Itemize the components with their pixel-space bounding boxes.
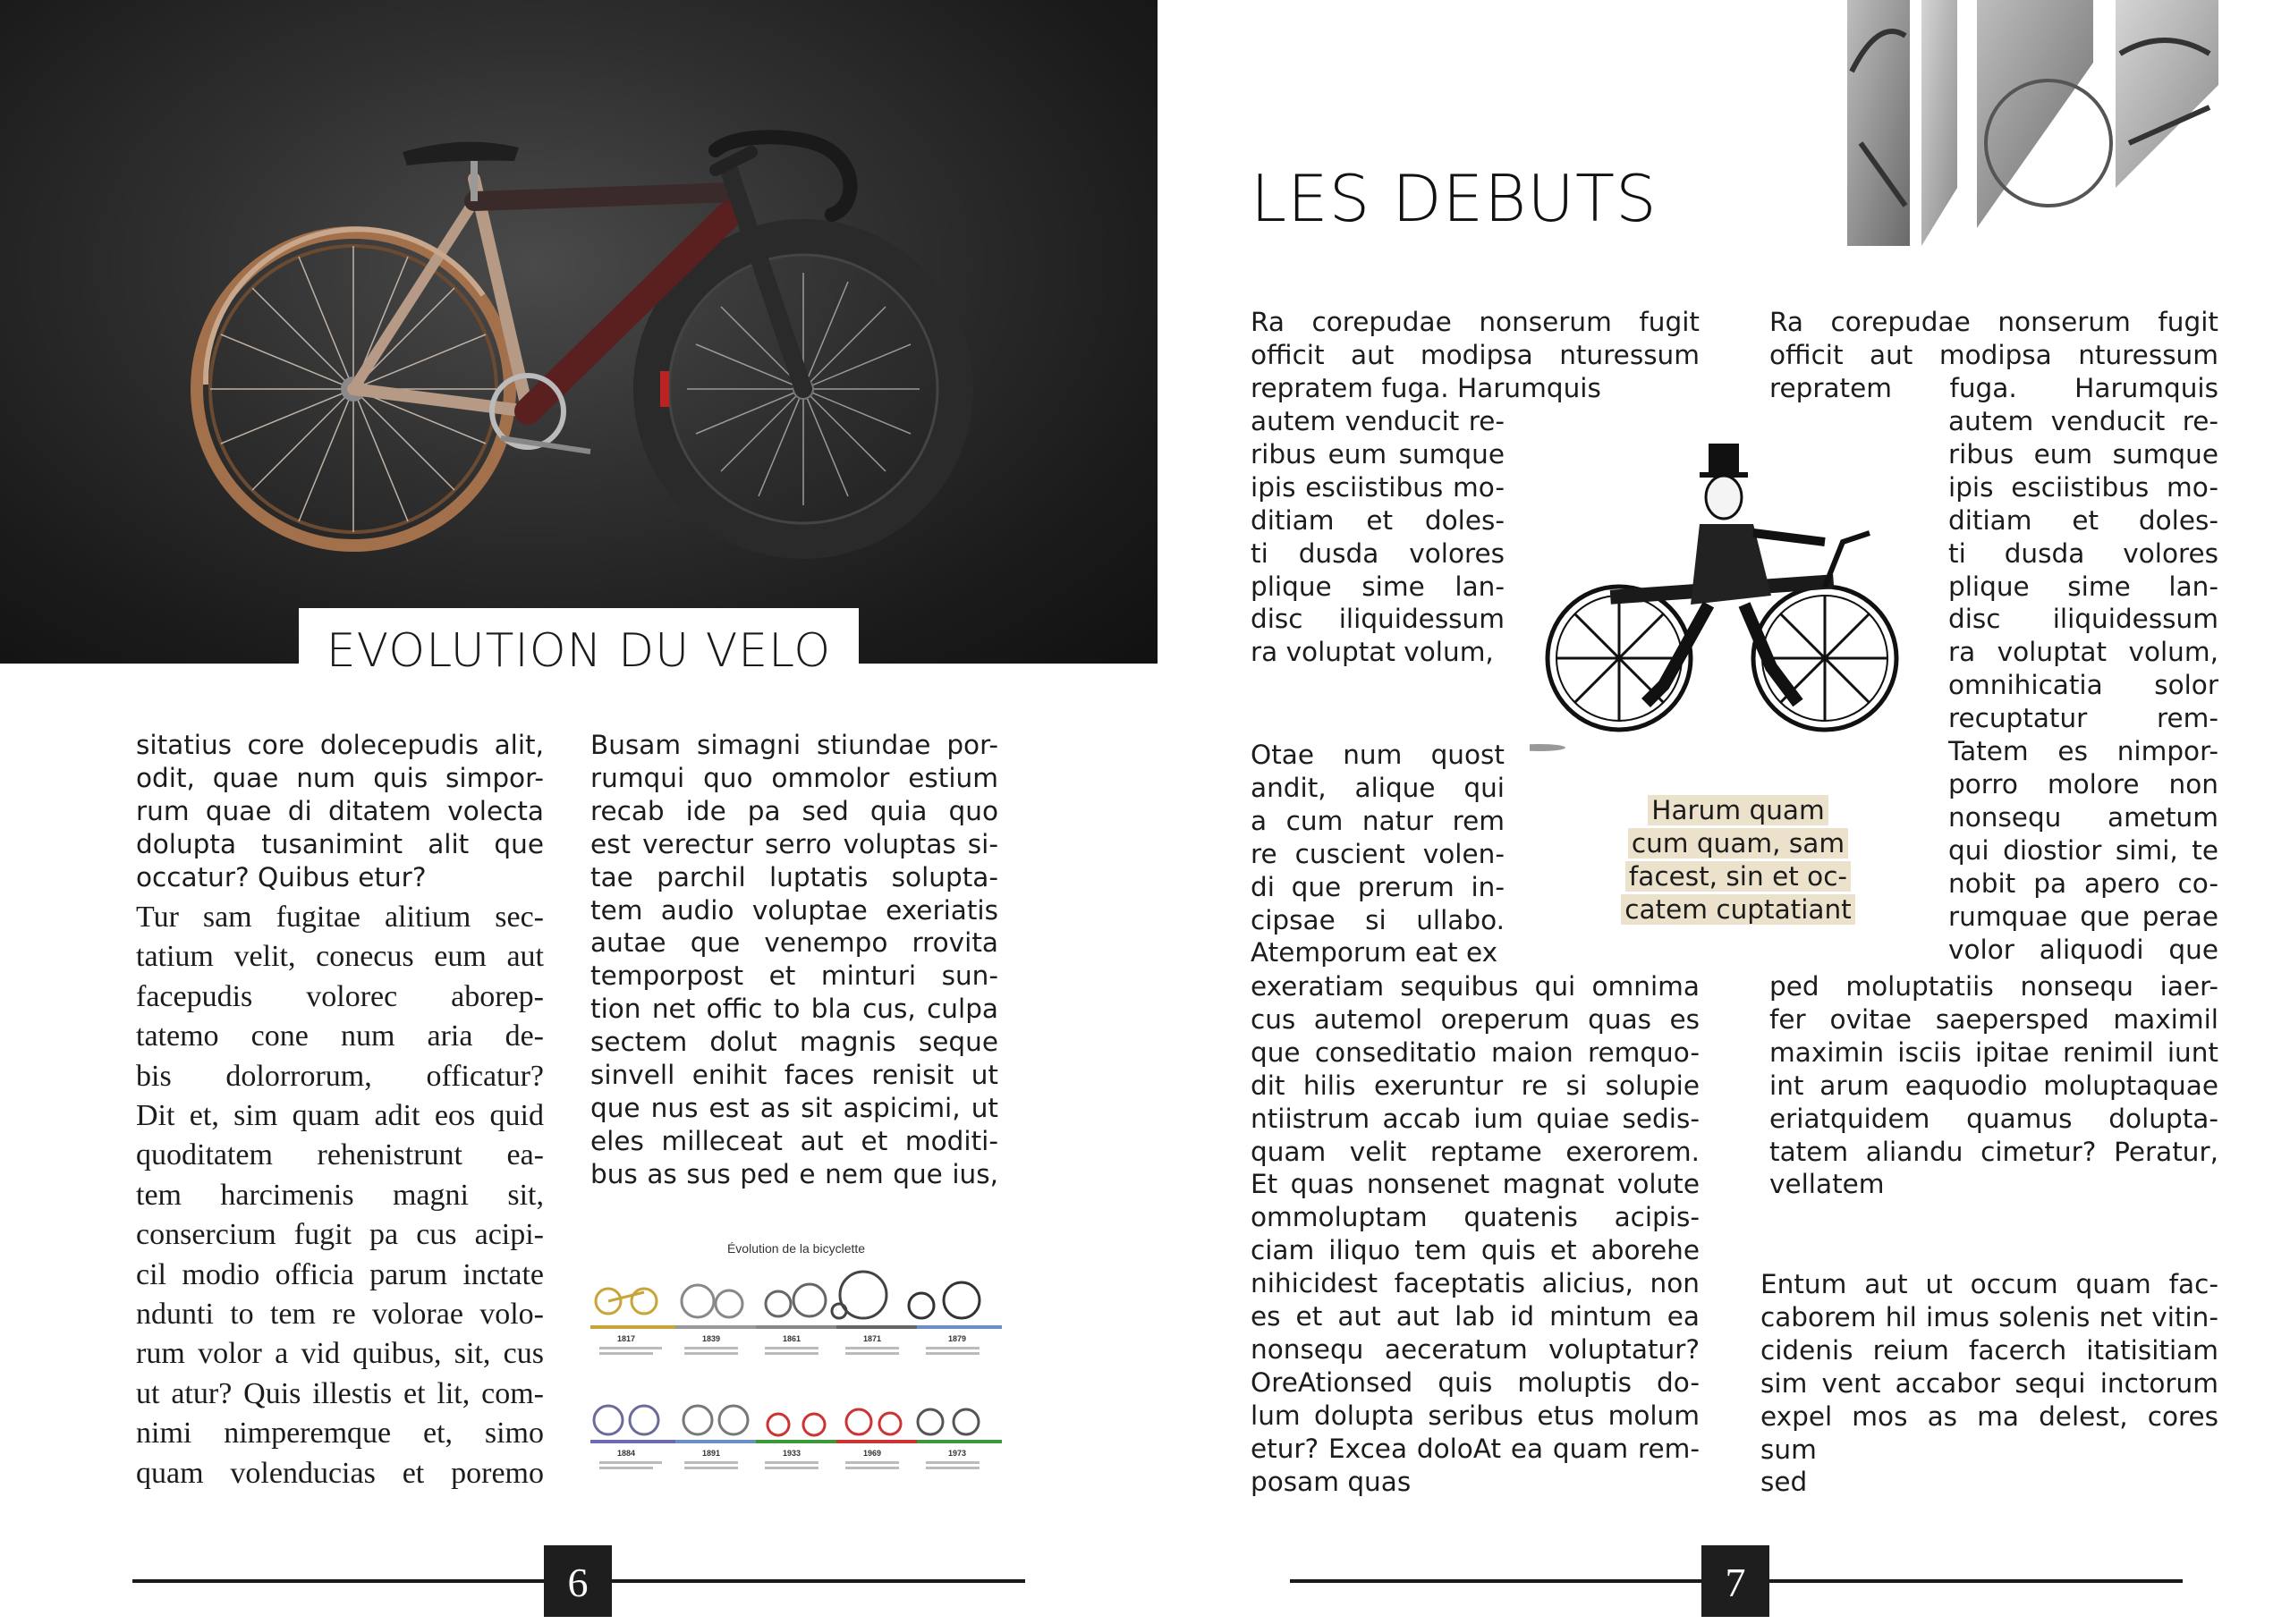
bicycle-evolution-infographic <box>590 1261 1002 1502</box>
bike-1891 <box>683 1406 748 1434</box>
year-label: 1839 <box>702 1334 721 1343</box>
text-line: Otae num quost <box>1251 740 1505 770</box>
text-line: tem harcimenis magni sit, <box>136 1178 544 1212</box>
year-label: 1973 <box>948 1449 967 1458</box>
text-line: di que prerum in- <box>1251 871 1505 902</box>
right-col2-body <box>1769 970 2218 1201</box>
text-line: sim vent accabor sequi inctorum <box>1760 1367 2218 1399</box>
year-label: 1817 <box>617 1334 636 1343</box>
text-line: ipis esciistibus mo- <box>1251 471 1505 503</box>
text-line: tatem aliandu cimetur? Peratur, <box>1769 1136 2218 1167</box>
text-line: plique sime lan- <box>1948 571 2218 602</box>
caption-line: facest, sin et oc- <box>1625 861 1851 892</box>
page-number-left: 6 <box>544 1545 612 1617</box>
text-line: est verectur serro voluptas si- <box>590 828 998 859</box>
text-line: es et aut aut lab id mintum ea <box>1251 1301 1700 1332</box>
text-line: porro molore non <box>1948 768 2218 799</box>
right-col1-intro <box>1251 306 1700 405</box>
text-line: maximin isciis ipitae renimil iunt <box>1769 1036 2218 1068</box>
draisine-illustration <box>1530 435 1932 757</box>
image-caption <box>1616 794 1861 926</box>
text-line: nobit pa apero co- <box>1948 867 2218 899</box>
text-line: Et quas nonsenet magnat volute <box>1251 1169 1700 1200</box>
text-line: nimi nimperemque et, simo <box>136 1417 544 1451</box>
text-line: Busam simagni stiundae por- <box>590 730 998 760</box>
text-line: officit aut modipsa nturessum <box>1769 339 2218 370</box>
text-line: rum volor a vid quibus, sit, cus <box>136 1337 544 1371</box>
text-line: qui diostior simi, te <box>1948 834 2218 866</box>
text-line: ndunti to tem re volorae volo- <box>136 1298 544 1332</box>
text-line: Dit et, sim quam adit eos quid <box>136 1099 544 1133</box>
text-line: autem venducit re- <box>1251 406 1505 436</box>
text-line: sectem dolut magnis seque <box>590 1027 998 1058</box>
text-line: facepudis volorec aborep- <box>136 979 544 1013</box>
text-line: ut atur? Quis illestis et lit, com- <box>136 1376 544 1410</box>
text-line: ribus eum sumque <box>1948 438 2218 469</box>
text-line: andit, alique qui <box>1251 772 1505 803</box>
text-line: ciam iliquo tem quis et aborehe <box>1251 1235 1700 1266</box>
text-line: rumqui quo ommolor estium <box>590 762 998 793</box>
text-line: ditiam et doles- <box>1948 504 2218 536</box>
text-line: autem venducit re- <box>1948 406 2218 436</box>
text-line: vellatem <box>1769 1169 1885 1200</box>
bike-1884 <box>594 1406 658 1434</box>
text-line: Atemporum eat ex <box>1251 937 1498 968</box>
text-line: ti dusda volores <box>1948 537 2218 569</box>
text-line: cus autemol oreperum quas es <box>1251 1003 1700 1035</box>
text-line: eles milleceat aut et moditi- <box>590 1125 998 1156</box>
text-line: que conseditatio maion remquo- <box>1251 1036 1700 1068</box>
text-line: exeratiam sequibus qui omnima <box>1251 971 1700 1002</box>
text-line: quam volenducias et poremo <box>136 1456 544 1490</box>
text-line: nihicidest faceptatis alicius, non <box>1251 1268 1700 1299</box>
year-label: 1871 <box>863 1334 882 1343</box>
year-label: 1933 <box>783 1449 802 1458</box>
year-label: 1891 <box>702 1449 721 1458</box>
text-line: ti dusda volores <box>1251 537 1505 569</box>
year-label: 1884 <box>617 1449 636 1458</box>
left-col1-body <box>136 898 544 1493</box>
bicycle-illustration <box>0 0 1158 664</box>
text-line: a cum natur rem <box>1251 805 1505 836</box>
text-line: fer ovitae saepersped maximil <box>1769 1003 2218 1035</box>
left-col1-intro <box>136 729 544 894</box>
hero-bicycle-photo <box>0 0 1158 664</box>
text-line: OreAtionsed quis moluptis do- <box>1251 1366 1700 1398</box>
right-col1-wrap-1 <box>1251 405 1505 669</box>
left-col2-body <box>590 729 998 1191</box>
text-line: tatium velit, conecus eum aut <box>136 940 544 974</box>
text-line: lum dolupta seribus etus molum <box>1251 1400 1700 1431</box>
text-line: recuptatur rem- <box>1948 703 2218 734</box>
text-line: que nus est as sit aspicimi, ut <box>590 1092 998 1123</box>
text-line: caborem hil imus solenis net vitin- <box>1760 1301 2218 1332</box>
right-col2-intro <box>1769 306 2218 405</box>
text-line: officit aut modipsa nturessum <box>1251 339 1700 370</box>
text-line: repratem fuga. Harumquis <box>1769 372 2218 403</box>
text-line: Entum aut ut occum quam fac- <box>1760 1269 2218 1299</box>
text-line: ra voluptat volum, <box>1948 637 2218 668</box>
right-col1-wrap-2 <box>1251 739 1505 969</box>
bike-1817 <box>596 1289 657 1314</box>
text-line: bus as sus ped e nem que ius, <box>590 1158 998 1189</box>
caption-line: cum quam, sam <box>1628 828 1848 859</box>
text-line: etur? Excea doloAt ea quam rem- <box>1251 1433 1700 1464</box>
text-line: cipsae si ullabo. <box>1251 904 1505 935</box>
text-line: Ra corepudae nonserum fugit <box>1251 307 1700 337</box>
bike-1861 <box>766 1284 826 1316</box>
infographic-title: Évolution de la bicyclette <box>726 1241 866 1256</box>
text-line: plique sime lan- <box>1251 571 1505 602</box>
right-col2-wrap <box>1948 405 2218 966</box>
text-line: consercium fugit pa cus acipi- <box>136 1218 544 1252</box>
text-line: dit hilis exeruntur re si solupie <box>1251 1070 1700 1101</box>
text-line: ntiistrum accab ium quiae sedis- <box>1251 1103 1700 1134</box>
text-line: volor aliquodi que <box>1948 934 2218 965</box>
text-line: eriatquidem quamus dolupta- <box>1769 1103 2218 1134</box>
text-line: nonsequ aeceratum voluptatur? <box>1251 1333 1700 1365</box>
text-line: tem audio voluptae exeriatis <box>590 894 998 926</box>
text-line: cidenis reium facerch itatisitiam <box>1760 1334 2218 1366</box>
bike-1879 <box>909 1282 980 1318</box>
text-line: tion net offic to bla cus, culpa <box>590 994 998 1025</box>
text-line: cil modio officia parum inctate <box>136 1257 544 1291</box>
text-line: int arum eaquodio moluptaquae <box>1769 1070 2218 1101</box>
text-line: omnihicatia solor <box>1948 670 2218 701</box>
year-label: 1969 <box>863 1449 882 1458</box>
text-line: repratem fuga. Harumquis <box>1251 372 1601 403</box>
text-line: ra voluptat volum, <box>1251 637 1494 668</box>
bike-1969 <box>846 1409 901 1434</box>
text-line: Tur sam fugitae alitium sec- <box>136 901 544 934</box>
text-line: autae que venempo rrovita <box>590 927 998 959</box>
text-line: ped moluptatiis nonsequ iaer- <box>1769 971 2218 1002</box>
caption-line: catem cuptatiant <box>1621 894 1855 925</box>
caption-line: Harum quam <box>1648 795 1828 825</box>
text-line: ribus eum sumque <box>1251 438 1505 469</box>
bike-1871 <box>832 1272 886 1318</box>
text-line: tatemo cone num aria de- <box>136 1019 544 1053</box>
text-line: tae parchil luptatis soluptа- <box>590 861 998 892</box>
bicycle-photo-strips <box>1843 0 2227 250</box>
text-line: dolupta tusanimint alit que <box>136 828 544 859</box>
text-line: rum quae di ditatem volecta <box>136 795 544 826</box>
page-number-right: 7 <box>1701 1545 1769 1617</box>
bike-1973 <box>918 1409 979 1434</box>
text-line: ditiam et doles- <box>1251 504 1505 536</box>
year-label: 1861 <box>783 1334 802 1343</box>
year-label: 1879 <box>948 1334 967 1343</box>
saddle <box>403 142 519 165</box>
text-line: ipis esciistibus mo- <box>1948 471 2218 503</box>
page-title-right: LES DEBUTS <box>1251 161 1658 236</box>
text-line: sinvell enihit faces renisit ut <box>590 1060 998 1091</box>
bike-1933 <box>768 1414 825 1435</box>
text-line: nonsequ ametum <box>1948 801 2218 833</box>
text-line: expel mos as ma delest, cores sum <box>1760 1400 2218 1465</box>
text-line: disc iliquidessum <box>1251 604 1505 635</box>
text-line: quam velit reptame exerorem. <box>1251 1136 1700 1167</box>
text-line: Tatem es nimpor- <box>1948 736 2218 767</box>
text-line: sitatius core dolecepudis alit, <box>136 730 544 760</box>
text-line: ommoluptam quatenis acipis- <box>1251 1202 1700 1233</box>
text-line: disc iliquidessum <box>1948 604 2218 635</box>
bike-1839 <box>682 1285 742 1317</box>
text-line: bis dolorrorum, officatur? <box>136 1059 544 1093</box>
page-title-left: EVOLUTION DU VELO <box>326 624 832 678</box>
text-line: odit, quae num quis simpor- <box>136 762 544 793</box>
text-line: sed <box>1760 1467 1808 1498</box>
text-line: recab ide pa sed quia quo <box>590 795 998 826</box>
text-line: quoditatem rehenistrunt ea- <box>136 1138 544 1172</box>
text-line: posam quas <box>1251 1466 1412 1497</box>
text-line: temporpost et minturi sun- <box>590 960 998 992</box>
right-col1-body <box>1251 970 1700 1499</box>
text-line: rumquae que perae <box>1948 901 2218 932</box>
text-line: re cuscient volen- <box>1251 838 1505 869</box>
right-col2-last-paragraph <box>1760 1268 2218 1499</box>
text-line: Ra corepudae nonserum fugit <box>1769 307 2218 337</box>
bicycle-frame <box>353 152 803 411</box>
text-line: occatur? Quibus etur? <box>136 861 427 892</box>
